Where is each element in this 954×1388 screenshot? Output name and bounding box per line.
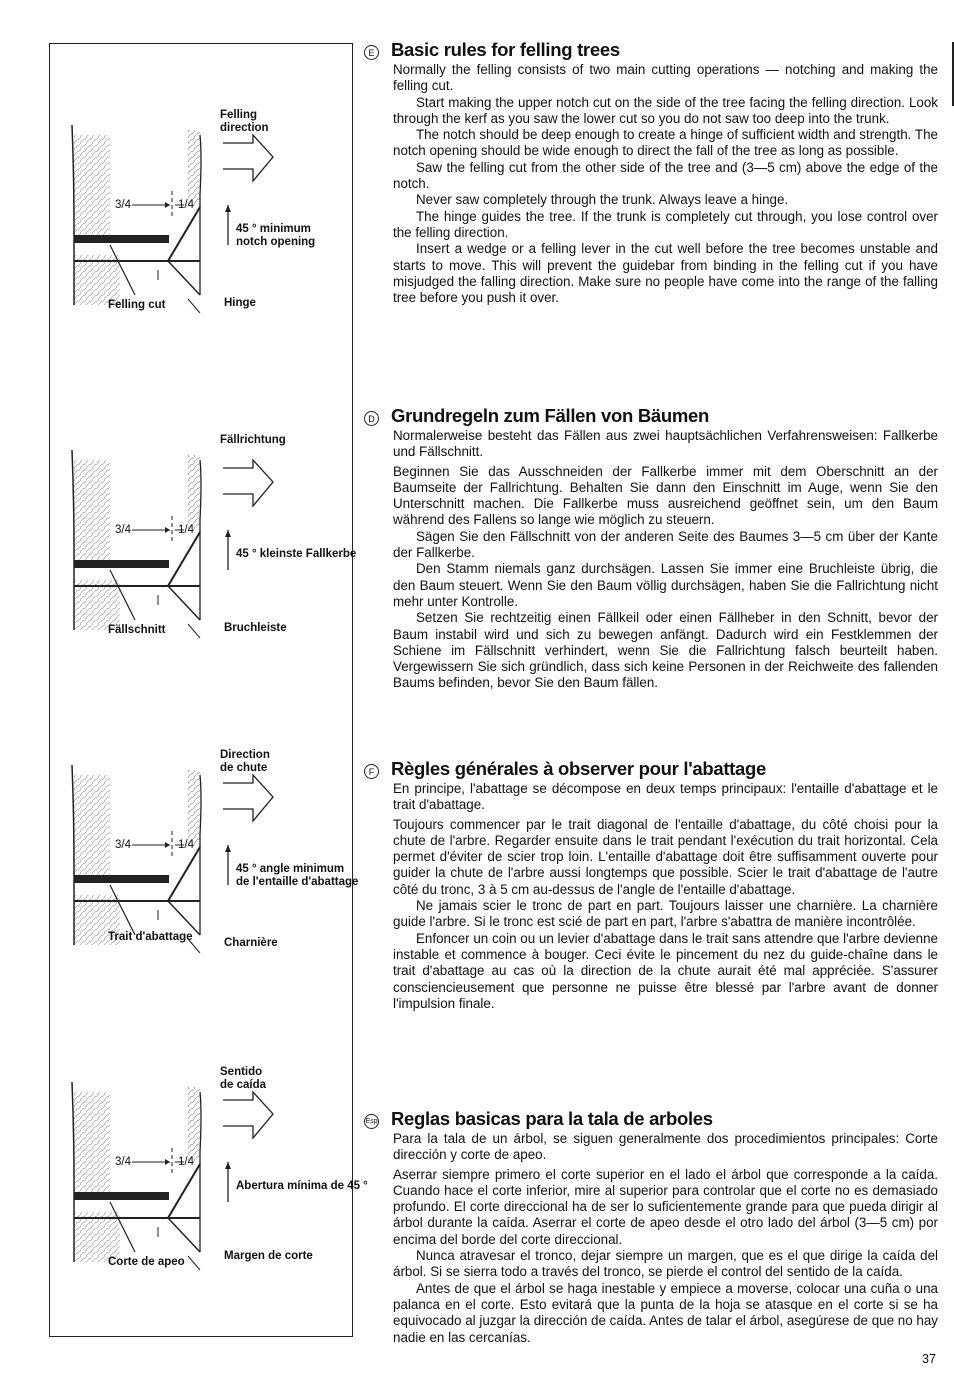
notch-angle-label: de l'entaille d'abattage [236,876,359,888]
language-badge-esp: Esp [364,1114,379,1129]
notch-angle-label: 45 ° angle minimum [236,863,345,875]
page-number: 37 [922,1352,936,1366]
section-french [364,757,938,1012]
paragraph: Nunca atravesar el tronco, dejar siempre un margen, que es el que dirige la caída del árbol. Si se sierra todo a través del tronco, se pierde el control del sentido de la caída. [393,1248,938,1280]
felling-diagram-german [60,420,357,680]
felling-cut-label: Felling cut [108,299,166,311]
paragraph: Aserrar siempre primero el corte superior en el lado el árbol que corresponde a la caída. Cuando hace el corte inferior, mire al superior para controlar que el corte no es demasiado profundo. El corte direccional ha de ser lo suficientemente grande para que pueda dirigir al árbol durante la caída. Aserrar el corte de apeo desde el otro lado del árbol (3—5 cm) por encima del borde del corte direccional. [393,1166,938,1247]
fraction-label: 3/4 [115,199,131,211]
paragraph: Saw the felling cut from the other side of the tree and (3—5 cm) above the edge of the notch. [393,159,938,192]
section-title: Basic rules for felling trees [391,39,620,60]
notch-angle-label: 45 ° kleinste Fallkerbe [236,548,357,560]
paragraph: Den Stamm niemals ganz durchsägen. Lassen Sie immer eine Bruchleiste übrig, die den Baum steuert. Wenn Sie den Baum völlig durchsägen, haben Sie die Fallrichtung nicht mehr unter Kontrolle. [393,561,938,609]
fraction-label: 3/4 [115,1156,131,1168]
fraction-label: 3/4 [115,524,131,536]
felling-cut-label: Fällschnitt [108,624,166,636]
fraction-label: 1/4 [178,524,194,536]
paragraph: Sägen Sie den Fällschnitt von der anderen Seite des Baumes 3—5 cm über der Kante der Fallkerbe. [393,528,938,561]
language-badge-e: E [364,45,379,60]
direction-label: direction [220,122,269,134]
section-german [364,404,938,692]
paragraph: Normally the felling consists of two main cutting operations — notching and making the felling cut. [393,62,938,94]
section-title: Grundregeln zum Fällen von Bäumen [391,405,710,426]
direction-label: de chute [220,762,268,774]
paragraph: The notch should be deep enough to create a hinge of sufficient width and strength. The notch opening should be wide enough to direct the fall of the tree as long as possible. [393,127,938,159]
felling-cut-label: Trait d'abattage [108,931,193,943]
hinge-label: Margen de corte [224,1250,313,1262]
language-badge-d: D [364,411,379,426]
section-english [364,38,938,306]
paragraph: Antes de que el árbol se haga inestable y empiece a moverse, colocar una cuña o una palanca en el corte. Esto evitará que la punta de la hoja se atasque en el corte si se ha equivocado al juzgar la dirección de caída. Antes de talar el árbol, asegúrese de que no hay nadie en las cercanías. [393,1280,938,1345]
direction-label: de caída [220,1079,267,1091]
paragraph: Setzen Sie rechtzeitig einen Fällkeil oder einen Fällheber in den Schnitt, bevor der Baum instabil wird und sich zu bewegen anfängt. Dadurch wird ein Festklemmen der Schiene im Fällschnitt verhindert, wenn Sie die Fallrichtung falsch beurteilt haben. Vergewissern Sie sich gründlich, dass sich keine Personen in der Reichweite des fallenden Baums befinden, bevor Sie den Baum fällen. [393,610,938,691]
direction-label: Direction [220,749,270,761]
paragraph: Never saw completely through the trunk. Always leave a hinge. [416,192,789,208]
felling-cut-label: Corte de apeo [108,1256,185,1268]
paragraph: The hinge guides the tree. If the trunk is completely cut through, you lose control over the felling direction. [393,208,938,240]
paragraph: Para la tala de un árbol, se siguen generalmente dos procedimientos principales: Corte dirección y corte de apeo. [393,1131,938,1163]
paragraph: Enfoncer un coin ou un levier d'abattage dans le trait sans attendre que l'arbre devienne instable et commence à bouger. Ceci évite le pincement du nez du guide-chaîne dans le trait d'abattage au cas où la direction de la chute aurait été mal appréciée. S'assurer consciencieusement que personne ne puisse être blessé par l'arbre avant de donner l'impulsion finale. [393,930,938,1011]
notch-angle-label: notch opening [236,236,316,248]
section-title: Règles générales à observer pour l'abattage [391,758,767,779]
felling-diagram-spanish [60,1052,368,1312]
fraction-label: 3/4 [115,839,131,851]
section-title: Reglas basicas para la tala de arboles [391,1108,713,1129]
direction-label: Felling [220,109,258,121]
hinge-label: Hinge [224,297,256,309]
notch-angle-label: Abertura mínima de 45 ° [236,1180,368,1192]
paragraph: Start making the upper notch cut on the side of the tree facing the felling direction. Look through the kerf as you saw the lower cut so you do not saw too deep into the trunk. [393,94,938,126]
language-badge-f: F [364,764,379,779]
notch-angle-label: 45 ° minimum [236,223,311,235]
direction-label: Fällrichtung [220,434,286,446]
paragraph: Normalerweise besteht das Fällen aus zwei hauptsächlichen Verfahrensweisen: Fallkerbe und Fällschnitt. [393,428,938,460]
hinge-label: Bruchleiste [224,622,287,634]
fraction-label: 1/4 [178,839,194,851]
paragraph: Insert a wedge or a felling lever in the cut well before the tree becomes unstable and starts to move. This will prevent the guidebar from binding in the felling cut if you have misjudged the falling direction. Make sure no people have come into the range of the falling tree before you push it over. [393,241,938,306]
fraction-label: 1/4 [178,1156,194,1168]
hinge-label: Charnière [224,937,278,949]
paragraph: Beginnen Sie das Ausschneiden der Fallkerbe immer mit dem Oberschnitt an der Baumseite der Fallrichtung. Behalten Sie dann den Einschnitt im Auge, wenn Sie den Unterschnitt machen. Die Fallkerbe muss ausreichend geöffnet sein, um den Baum während des Fallens so lange wie möglich zu steuern. [393,463,938,528]
paragraph: Toujours commencer par le trait diagonal de l'entaille d'abattage, du côté choisi pour la chute de l'arbre. Regarder ensuite dans le trait pendant l'exécution du trait horizontal. Cela permet d'éviter de scier trop loin. L'entaille d'abattage doit être suffisamment ouverte pour guider la chute de l'arbre aussi longtemps que possible. Scier le trait d'abattage de l'autre côté du tronc, 3 à 5 cm au-dessus de l'angle de l'entaille d'abattage. [393,816,938,897]
direction-label: Sentido [220,1066,263,1078]
paragraph: En principe, l'abattage se décompose en deux temps principaux: l'entaille d'abattage et le trait d'abattage. [393,781,938,813]
paragraph: Ne jamais scier le tronc de part en part. Toujours laisser une charnière. La charnière guide l'arbre. Si le tronc est scié de part en part, l'arbre s'abattra de manière incontrôlée. [393,898,938,930]
fraction-label: 1/4 [178,199,194,211]
felling-diagram-french [60,735,359,995]
section-spanish [364,1107,938,1346]
felling-diagram-english [60,95,350,355]
